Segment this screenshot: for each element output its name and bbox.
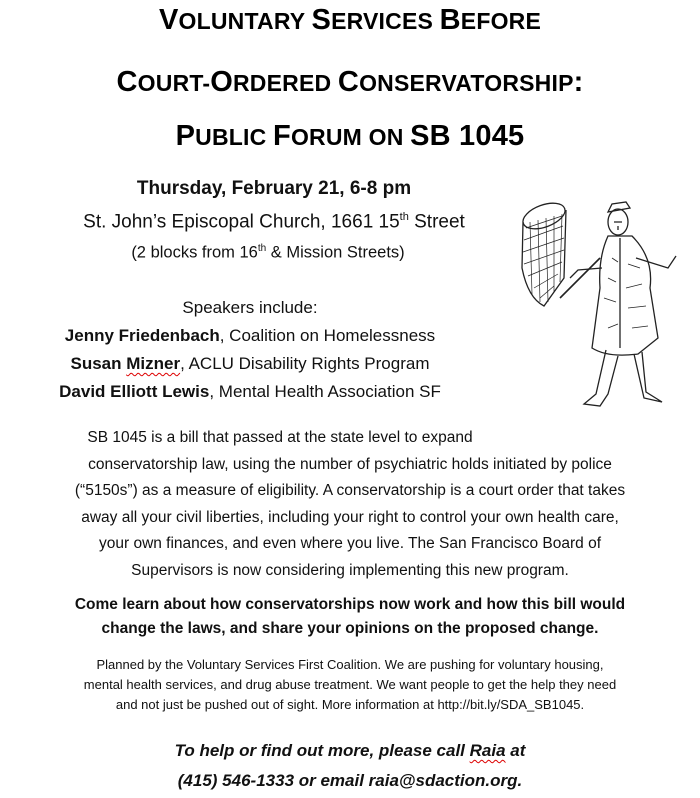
man-with-butterfly-net-drawing <box>508 198 686 430</box>
description-line: (“5150s”) as a measure of eligibility. A conservatorship is a court order that takes <box>74 482 626 499</box>
description-line: away all your civil liberties, including your right to control your own health care, <box>81 508 619 526</box>
planned-by-paragraph <box>0 655 700 715</box>
description-paragraph <box>0 425 700 584</box>
description-line: your own finances, and even where you live. The San Francisco Board of <box>98 535 602 552</box>
event-directions: (2 blocks from 16th & Mission Streets) <box>131 243 405 262</box>
speakers-heading: Speakers include: <box>182 298 318 317</box>
contact-block <box>0 736 700 796</box>
speaker-2: Susan Mizner, ACLU Disability Rights Program <box>70 354 430 373</box>
speaker-3: David Elliott Lewis, Mental Health Association SF <box>59 382 441 401</box>
contact-line-1: To help or find out more, please call Raia at <box>174 741 526 760</box>
planned-line: Planned by the Voluntary Services First Coalition. We are pushing for voluntary housing, <box>96 657 604 672</box>
title-line-1: VOLUNTARY SERVICES BEFORE <box>158 4 542 36</box>
title-line-3: PUBLIC FORUM ON SB 1045 <box>175 120 525 152</box>
description-line: Supervisors is now considering implementing this new program. <box>131 561 569 579</box>
description-line: SB 1045 is a bill that passed at the state level to expand <box>87 429 473 446</box>
cta-line: Come learn about how conservatorships now work and how this bill would <box>74 596 626 613</box>
description-line: conservatorship law, using the number of psychiatric holds initiated by police <box>88 455 612 473</box>
cta-line: change the laws, and share your opinions on the proposed change. <box>101 620 599 637</box>
speaker-1: Jenny Friedenbach, Coalition on Homelessness <box>64 326 436 345</box>
event-date: Thursday, February 21, 6-8 pm <box>136 178 412 199</box>
call-to-action <box>0 593 700 641</box>
event-venue: St. John’s Episcopal Church, 1661 15th Street <box>83 211 465 233</box>
contact-line-2: (415) 546-1333 or email raia@sdaction.org. <box>177 771 523 790</box>
planned-line: and not just be pushed out of sight. More information at http://bit.ly/SDA_SB1045. <box>115 697 585 712</box>
planned-line: mental health services, and drug abuse treatment. We want people to get the help they need <box>83 677 617 692</box>
title-line-2: COURT-ORDERED CONSERVATORSHIP: <box>116 66 584 98</box>
speakers-block <box>0 294 500 406</box>
